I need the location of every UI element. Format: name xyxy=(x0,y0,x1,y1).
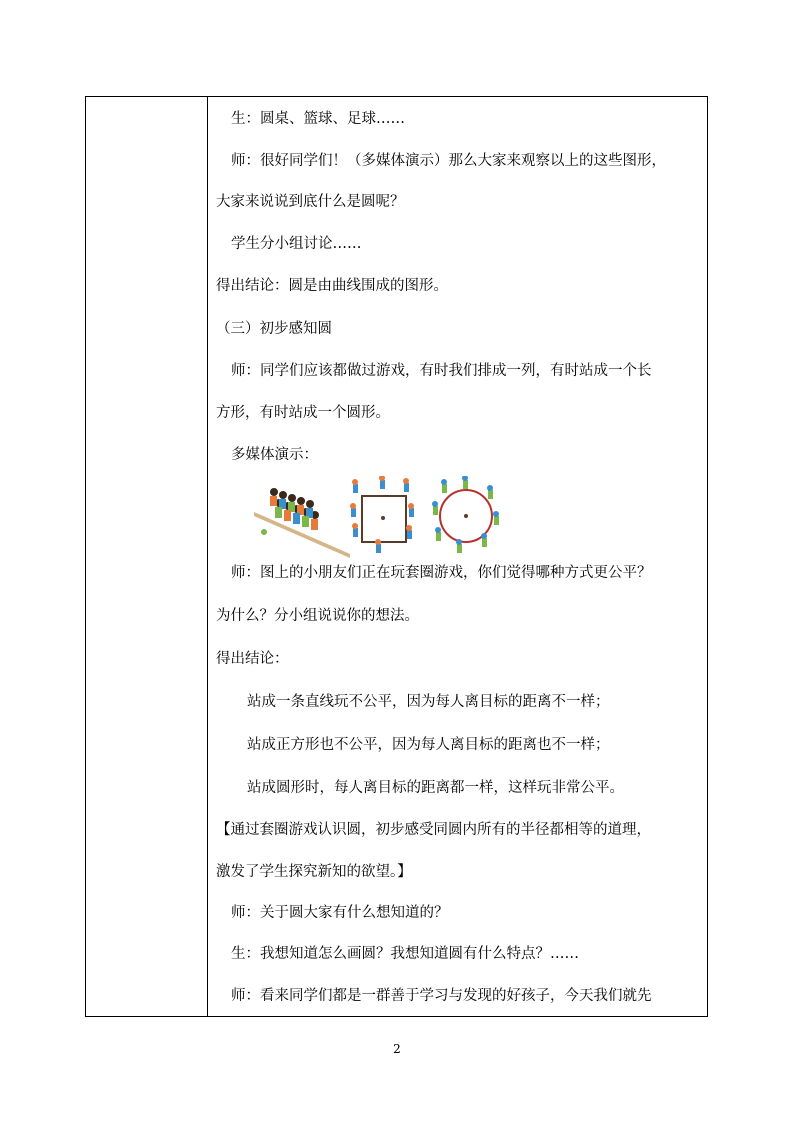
text-line-5: 得出结论：圆是由曲线围成的图形。 xyxy=(216,278,448,294)
circle-formation-image xyxy=(432,476,499,553)
text-line-12: 得出结论： xyxy=(216,651,289,667)
text-line-7: 师：同学们应该都做过游戏，有时我们排成一列，有时站成一个长 xyxy=(231,363,652,379)
conclusion-line-3: 站成圆形时，每人离目标的距离都一样，这样玩非常公平。 xyxy=(247,780,624,796)
text-line-4: 学生分小组讨论…… xyxy=(231,236,362,252)
text-line-10: 师：图上的小朋友们正在玩套圈游戏，你们觉得哪种方式更公平？ xyxy=(231,565,652,581)
line-formation-image xyxy=(254,488,350,558)
text-line-19: 生：我想知道怎么画圆？我想知道圆有什么特点？…… xyxy=(231,946,579,962)
text-line-8: 方形，有时站成一个圆形。 xyxy=(216,405,390,421)
text-line-20: 师：看来同学们都是一群善于学习与发现的好孩子，今天我们就先 xyxy=(231,988,652,1004)
note-line-2: 激发了学生探究新知的欲望。】 xyxy=(216,864,412,880)
text-line-2: 师：很好同学们！（多媒体演示）那么大家来观察以上的这些图形， xyxy=(231,153,666,169)
text-line-11: 为什么？分小组说说你的想法。 xyxy=(216,608,419,624)
page-number: 2 xyxy=(393,1042,401,1056)
note-line-1: 【通过套圈游戏认识圆，初步感受同圆内所有的半径都相等的道理， xyxy=(216,822,651,838)
ring-toss-illustration xyxy=(252,476,502,558)
text-line-9: 多媒体演示： xyxy=(231,447,318,463)
text-line-1: 生：圆桌、篮球、足球…… xyxy=(231,111,405,127)
text-line-18: 师：关于圆大家有什么想知道的？ xyxy=(231,905,449,921)
conclusion-line-1: 站成一条直线玩不公平，因为每人离目标的距离不一样； xyxy=(247,694,610,710)
square-formation-image xyxy=(350,476,414,553)
section-heading: （三）初步感知圆 xyxy=(216,321,332,337)
conclusion-line-2: 站成正方形也不公平，因为每人离目标的距离也不一样； xyxy=(247,737,610,753)
text-line-3: 大家来说说到底什么是圆呢？ xyxy=(216,194,405,210)
